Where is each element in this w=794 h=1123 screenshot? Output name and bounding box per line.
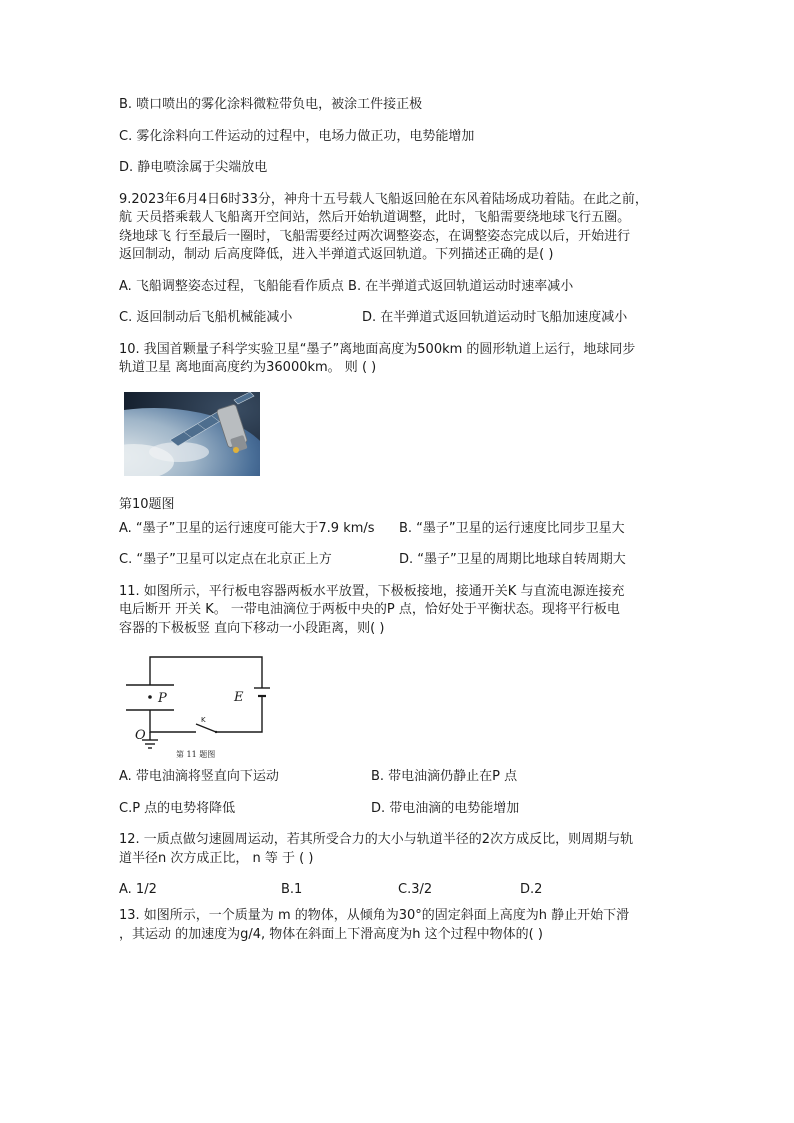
- q11-stem-line2: 电后断开 开关 K。 一带电油滴位于两板中央的P 点，恰好处于平衡状态。现将平行板电: [119, 602, 620, 617]
- q12-option-a: A. 1/2: [119, 882, 157, 897]
- q12-stem-line2: 道半径n 次方成正比， n 等 于 ( ): [119, 851, 314, 866]
- q11-stem-line3: 容器的下极板竖 直向下移动一小段距离，则( ): [119, 621, 385, 636]
- q9-option-c: C. 返回制动后飞船机械能减小: [119, 310, 293, 325]
- q10-option-a: A. “墨子”卫星的运行速度可能大于7.9 km/s: [119, 521, 375, 536]
- q10-option-d: D. “墨子”卫星的周期比地球自转周期大: [399, 552, 626, 567]
- q13-stem-line2: ，其运动 的加速度为g/4, 物体在斜面上下滑高度为h 这个过程中物体的( ): [119, 927, 543, 942]
- oil-drop-dot: [148, 695, 152, 699]
- q13-stem-line1: 13. 如图所示，一个质量为 m 的物体，从倾角为30°的固定斜面上高度为h 静止开始下滑: [119, 908, 630, 923]
- label-p: P: [158, 691, 167, 706]
- q11-option-a: A. 带电油滴将竖直向下运动: [119, 769, 279, 784]
- q12-stem-line1: 12. 一质点做匀速圆周运动，若其所受合力的大小与轨道半径的2次方成反比，则周期与轨: [119, 832, 634, 847]
- circuit-top-wire: [150, 657, 262, 688]
- q8-option-d: D. 静电喷涂属于尖端放电: [119, 160, 268, 175]
- circuit-figure-caption: 第 11 题图: [176, 750, 216, 759]
- q12-option-b: B.1: [281, 882, 303, 897]
- q9-stem-line1: 9.2023年6月4日6时33分，神舟十五号载人飞船返回舱在东风着陆场成功着陆。在此之前，: [119, 192, 648, 207]
- q8-option-b: B. 喷口喷出的雾化涂料微粒带负电，被涂工件接正极: [119, 97, 423, 112]
- q12-option-c: C.3/2: [398, 882, 433, 897]
- satellite-image: [124, 392, 260, 476]
- q10-figure-caption: 第10题图: [119, 497, 175, 512]
- q9-option-d: D. 在半弹道式返回轨道运动时飞船加速度减小: [362, 310, 628, 325]
- label-o: O: [135, 728, 146, 743]
- q9-stem-line2: 航 天员搭乘载人飞船离开空间站，然后开始轨道调整，此时，飞船需要绕地球飞行五圈。: [119, 210, 631, 225]
- switch-blade: [196, 724, 216, 732]
- q10-option-c: C. “墨子”卫星可以定点在北京正上方: [119, 552, 332, 567]
- q10-stem-line1: 10. 我国首颗量子科学实验卫星“墨子”离地面高度为500km 的圆形轨道上运行，地球同步: [119, 342, 636, 357]
- circuit-diagram: [118, 652, 276, 762]
- q11-option-b: B. 带电油滴仍静止在P 点: [371, 769, 518, 784]
- label-e: E: [234, 690, 244, 705]
- label-k: K: [201, 716, 206, 724]
- q12-option-d: D.2: [520, 882, 543, 897]
- q11-option-c: C.P 点的电势将降低: [119, 801, 236, 816]
- circuit-bottom-wire: [150, 710, 196, 732]
- q9-stem-line3: 绕地球飞 行至最后一圈时，飞船需要经过两次调整姿态，在调整姿态完成以后，开始进行: [119, 229, 631, 244]
- q10-stem-line2: 轨道卫星 离地面高度约为36000km。 则 ( ): [119, 360, 377, 375]
- q9-stem-line4: 返回制动，制动 后高度降低，进入半弹道式返回轨道。下列描述正确的是( ): [119, 247, 554, 262]
- satellite-figure: [124, 392, 260, 476]
- q8-option-c: C. 雾化涂料向工件运动的过程中，电场力做正功，电势能增加: [119, 129, 475, 144]
- q11-option-d: D. 带电油滴的电势能增加: [371, 801, 520, 816]
- capacitor-circuit-figure: [118, 652, 276, 762]
- q10-option-b: B. “墨子”卫星的运行速度比同步卫星大: [399, 521, 625, 536]
- q11-stem-line1: 11. 如图所示，平行板电容器两板水平放置，下极板接地，接通开关K 与直流电源连接充: [119, 584, 625, 599]
- q9-option-ab: A. 飞船调整姿态过程，飞船能看作质点 B. 在半弹道式返回轨道运动时速率减小: [119, 279, 574, 294]
